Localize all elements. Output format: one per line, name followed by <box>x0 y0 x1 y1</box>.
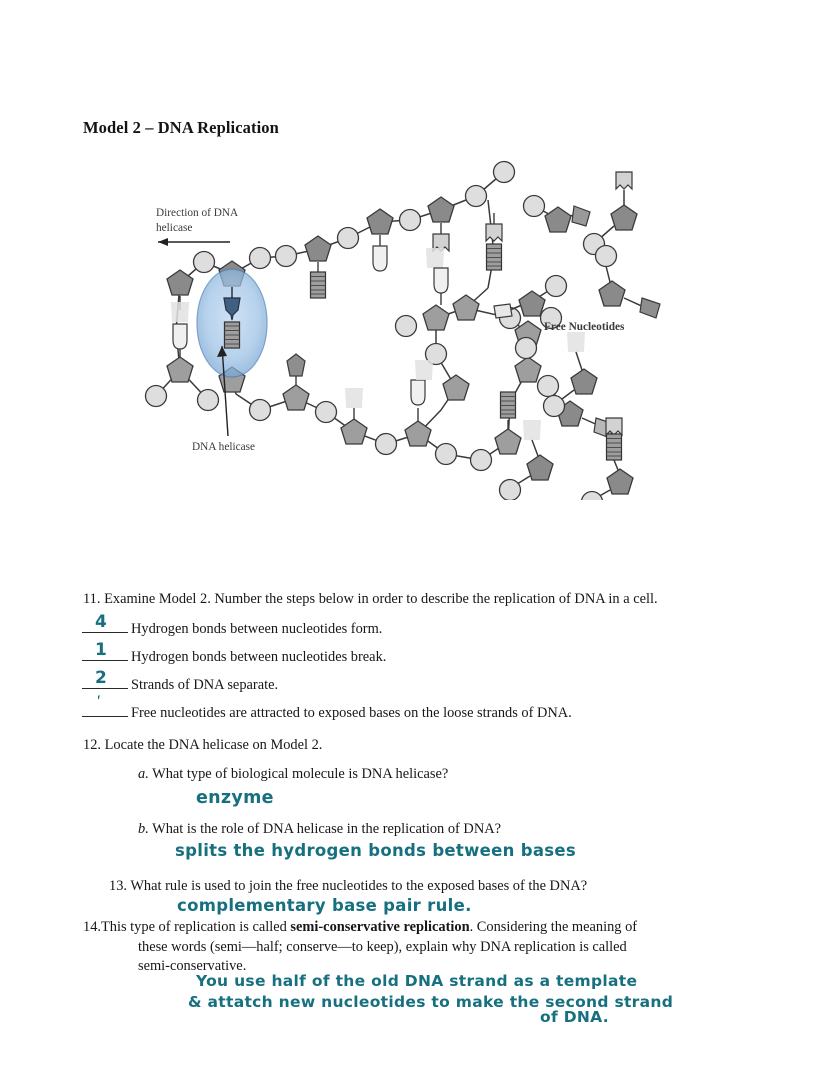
direction-label-line1: Direction of DNA <box>156 207 239 219</box>
step-row-3 <box>82 668 279 694</box>
question-14-line2: these words (semi—half; conserve—to keep), explain why DNA replication is called <box>138 939 627 955</box>
dna-replication-diagram <box>136 158 666 500</box>
step-row-4 <box>82 692 572 722</box>
question-13-text: What rule is used to join the free nucleotides to the exposed bases of the DNA? <box>130 878 588 894</box>
step-1-handwritten-answer: 4 <box>95 612 107 632</box>
question-11-number: 11. <box>83 591 101 607</box>
question-12-text: Locate the DNA helicase on Model 2. <box>104 737 323 753</box>
free-nucleotides-label: Free Nucleotides <box>544 321 625 333</box>
question-13-number: 13. <box>109 878 127 894</box>
question-12b-label: b. <box>138 821 149 837</box>
question-12b <box>138 820 501 839</box>
question-12b-handwritten-answer: splits the hydrogen bonds between bases <box>175 841 576 860</box>
step-4-text: Free nucleotides are attracted to exposed bases on the loose strands of DNA. <box>131 705 572 721</box>
step-4-handwritten-answer: ˊ <box>92 692 110 712</box>
step-4-blank[interactable] <box>82 692 128 717</box>
question-14 <box>83 918 683 937</box>
question-14-text-part1: This type of replication is called <box>101 919 291 935</box>
step-row-2 <box>82 640 387 666</box>
question-12-number: 12. <box>83 737 101 753</box>
left-arrow-icon <box>158 238 168 246</box>
helicase-label: DNA helicase <box>192 441 256 453</box>
question-12b-text: What is the role of DNA helicase in the replication of DNA? <box>152 821 502 837</box>
step-row-1 <box>82 612 383 638</box>
step-3-blank[interactable] <box>82 668 128 689</box>
question-14-number: 14. <box>83 919 101 935</box>
question-14-bold-term: semi-conservative replication <box>290 919 470 935</box>
step-3-text: Strands of DNA separate. <box>131 677 279 693</box>
question-11 <box>83 590 763 609</box>
question-14-text-part2: . Considering the meaning of <box>469 919 638 935</box>
step-1-blank[interactable] <box>82 612 128 633</box>
question-12a-label: a. <box>138 766 149 782</box>
question-13-handwritten-answer: complementary base pair rule. <box>177 896 472 915</box>
question-12a-handwritten-answer: enzyme <box>196 788 274 808</box>
page-title: Model 2 – DNA Replication <box>83 118 279 137</box>
step-2-text: Hydrogen bonds between nucleotides break. <box>131 649 387 665</box>
question-13 <box>109 877 587 896</box>
step-1-text: Hydrogen bonds between nucleotides form. <box>131 621 383 637</box>
question-12a-text: What type of biological molecule is DNA helicase? <box>152 766 449 782</box>
step-3-handwritten-answer: 2 <box>95 668 107 688</box>
question-11-text: Examine Model 2. Number the steps below in order to describe the replication of DNA in a cell. <box>104 591 658 607</box>
question-12a <box>138 765 448 784</box>
direction-label-line2: helicase <box>156 222 193 234</box>
question-12 <box>83 736 322 755</box>
question-14-line3: semi-conservative. <box>138 958 247 974</box>
question-14-handwritten-answer-line1: You use half of the old DNA strand as a template <box>196 972 638 990</box>
direction-of-helicase-annotation <box>156 207 239 246</box>
step-2-handwritten-answer: 1 <box>95 640 107 660</box>
question-14-handwritten-answer-line2: & attatch new nucleotides to make the second strand <box>188 993 674 1011</box>
question-14-handwritten-answer-line3: of DNA. <box>540 1008 609 1026</box>
step-2-blank[interactable] <box>82 640 128 661</box>
